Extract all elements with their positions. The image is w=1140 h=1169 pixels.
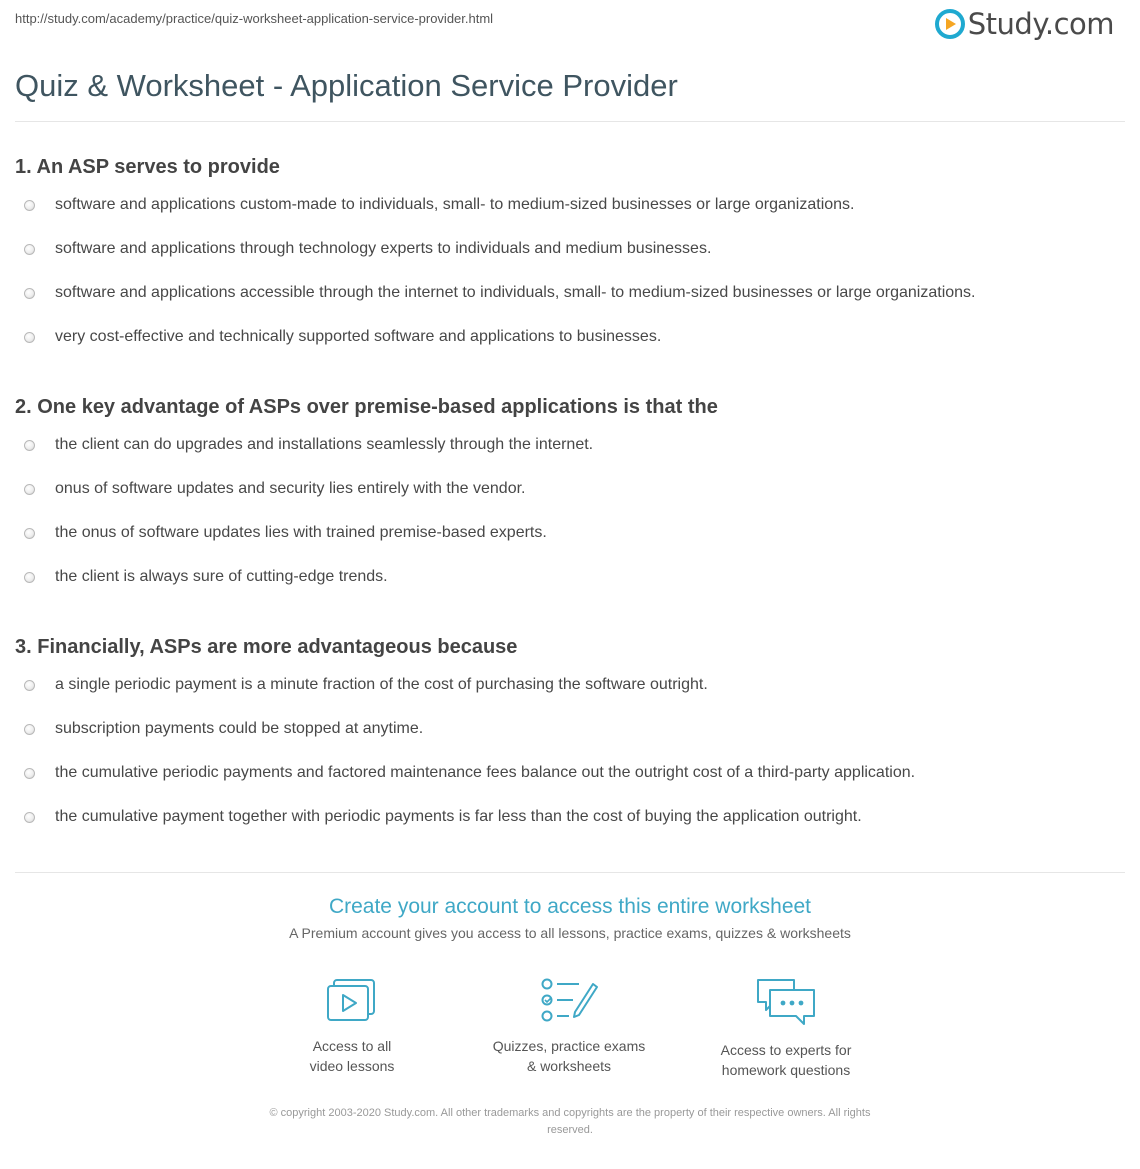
title-divider bbox=[15, 121, 1125, 122]
answer-option[interactable] bbox=[15, 764, 1125, 808]
radio-button[interactable] bbox=[24, 244, 35, 255]
feature-label-line: & worksheets bbox=[526, 1058, 612, 1074]
answer-option[interactable] bbox=[15, 524, 1125, 568]
radio-button[interactable] bbox=[24, 484, 35, 495]
answer-option[interactable] bbox=[15, 568, 1125, 612]
question-title: 1. An ASP serves to provide bbox=[15, 156, 280, 178]
answer-text: subscription payments could be stopped at anytime. bbox=[55, 720, 424, 737]
answer-option[interactable] bbox=[15, 284, 1125, 328]
answer-text: the cumulative payment together with periodic payments is far less than the cost of buying the application outright. bbox=[55, 808, 862, 825]
cta-title-link[interactable]: Create your account to access this entire worksheet bbox=[328, 895, 812, 918]
answer-text: a single periodic payment is a minute fraction of the cost of purchasing the software outright. bbox=[55, 676, 708, 693]
answer-text: software and applications accessible through the internet to individuals, small- to medium-sized businesses or large organizations. bbox=[55, 284, 976, 301]
footer-line: © copyright 2003-2020 Study.com. All other trademarks and copyrights are the property of their respective owners. All rights bbox=[269, 1107, 871, 1119]
radio-button[interactable] bbox=[24, 680, 35, 691]
answer-text: very cost-effective and technically supported software and applications to businesses. bbox=[55, 328, 662, 345]
section-divider bbox=[15, 872, 1125, 873]
quiz-checklist-icon bbox=[539, 976, 599, 1024]
answer-option[interactable] bbox=[15, 436, 1125, 480]
answer-option[interactable] bbox=[15, 676, 1125, 720]
answer-option[interactable] bbox=[15, 720, 1125, 764]
feature-experts bbox=[696, 976, 876, 1080]
study-logo[interactable] bbox=[935, 6, 1114, 42]
answer-text: the client is always sure of cutting-edge trends. bbox=[55, 568, 388, 585]
feature-label-line: video lessons bbox=[309, 1058, 395, 1074]
radio-button[interactable] bbox=[24, 768, 35, 779]
video-lessons-icon bbox=[324, 976, 380, 1024]
radio-button[interactable] bbox=[24, 200, 35, 211]
answer-text: software and applications custom-made to individuals, small- to medium-sized businesses or large organizations. bbox=[55, 196, 855, 213]
radio-button[interactable] bbox=[24, 288, 35, 299]
page-title: Quiz & Worksheet - Application Service Provider bbox=[15, 68, 678, 103]
radio-button[interactable] bbox=[24, 440, 35, 451]
feature-video-lessons bbox=[262, 976, 442, 1076]
chat-experts-icon bbox=[754, 976, 818, 1028]
answer-option[interactable] bbox=[15, 480, 1125, 524]
feature-label-line: homework questions bbox=[721, 1062, 851, 1078]
page-url: http://study.com/academy/practice/quiz-worksheet-application-service-provider.html bbox=[15, 11, 494, 26]
radio-button[interactable] bbox=[24, 332, 35, 343]
logo-text: Study.com bbox=[967, 7, 1114, 41]
radio-button[interactable] bbox=[24, 572, 35, 583]
copyright-footer bbox=[0, 1105, 1140, 1139]
answer-text: onus of software updates and security lies entirely with the vendor. bbox=[55, 480, 526, 497]
question-title: 3. Financially, ASPs are more advantageous because bbox=[15, 636, 518, 658]
footer-line: reserved. bbox=[547, 1124, 593, 1136]
answer-option[interactable] bbox=[15, 328, 1125, 372]
cta-subtitle: A Premium account gives you access to all lessons, practice exams, quizzes & worksheets bbox=[289, 925, 851, 941]
question-3 bbox=[15, 632, 1125, 852]
answer-text: the onus of software updates lies with trained premise-based experts. bbox=[55, 524, 547, 541]
answer-option[interactable] bbox=[15, 808, 1125, 852]
play-circle-icon bbox=[935, 9, 965, 39]
feature-label-line: Access to all bbox=[312, 1038, 392, 1054]
question-1 bbox=[15, 152, 1125, 372]
feature-label-line: Quizzes, practice exams bbox=[492, 1038, 646, 1054]
feature-label bbox=[262, 1036, 442, 1076]
radio-button[interactable] bbox=[24, 812, 35, 823]
answer-text: the cumulative periodic payments and factored maintenance fees balance out the outright cost of a third-party application. bbox=[55, 764, 916, 781]
answer-option[interactable] bbox=[15, 196, 1125, 240]
radio-button[interactable] bbox=[24, 724, 35, 735]
answer-text: software and applications through technology experts to individuals and medium businesses. bbox=[55, 240, 712, 257]
answer-text: the client can do upgrades and installations seamlessly through the internet. bbox=[55, 436, 594, 453]
feature-label bbox=[479, 1036, 659, 1076]
feature-quizzes bbox=[479, 976, 659, 1076]
radio-button[interactable] bbox=[24, 528, 35, 539]
question-title: 2. One key advantage of ASPs over premise-based applications is that the bbox=[15, 396, 718, 418]
feature-label bbox=[696, 1040, 876, 1080]
question-2 bbox=[15, 392, 1125, 612]
feature-label-line: Access to experts for bbox=[720, 1042, 852, 1058]
answer-option[interactable] bbox=[15, 240, 1125, 284]
